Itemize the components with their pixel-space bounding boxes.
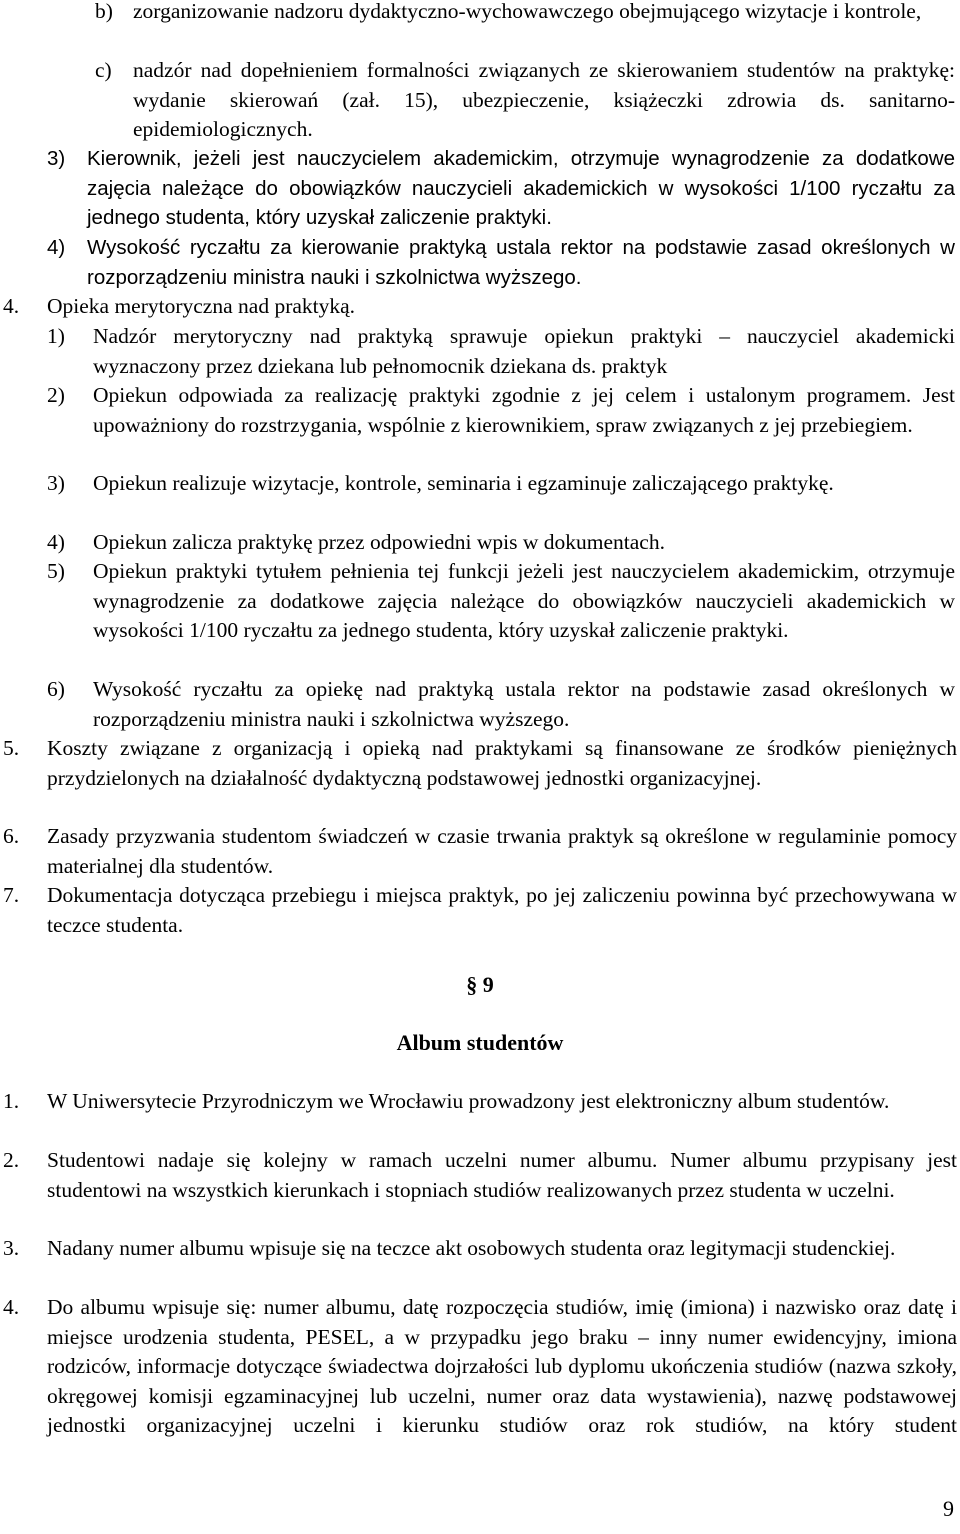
item-text: Wysokość ryczałtu za kierowanie praktyką ustala rektor na podstawie zasad określonych w rozporządzeniu ministra nauki i szkolnictwa wyższego. — [87, 236, 955, 289]
item-text: nadzór nad dopełnieniem formalności związanych ze skierowaniem studentów na praktykę: wydanie skierowań (zał. 15), ubezpieczenie, książeczki zdrowia ds. sanitarno-epidemiologicznych. — [133, 58, 955, 141]
item-text: W Uniwersytecie Przyrodniczym we Wrocławiu prowadzony jest elektroniczny album studentów. — [47, 1089, 890, 1113]
section-number: 4. — [3, 294, 20, 318]
item-marker: 5) — [47, 559, 65, 583]
item-marker: 3. — [3, 1236, 20, 1260]
item-text: Kierownik, jeżeli jest nauczycielem akademickim, otrzymuje wynagrodzenie za dodatkowe zajęcia należące do obowiązków nauczycieli akademickich w wysokości 1/100 ryczałtu za jednego studenta, który uzyskał zaliczenie praktyki. — [87, 147, 955, 229]
item-marker: c) — [95, 58, 112, 82]
section-4-heading — [3, 292, 957, 322]
list-item — [47, 675, 957, 734]
list-item — [47, 528, 957, 558]
list-item — [47, 322, 957, 381]
list-item-c — [95, 56, 957, 145]
item-text: Nadany numer albumu wpisuje się na teczce akt osobowych studenta oraz legitymacji studenckiej. — [47, 1236, 896, 1260]
section-number: 7. — [3, 883, 20, 907]
item-marker: 1) — [47, 324, 65, 348]
item-text: Do albumu wpisuje się: numer albumu, datę rozpoczęcia studiów, imię (imiona) i nazwisko oraz datę i miejsce urodzenia studenta, PESEL, a w przypadku jego braku – inny numer ewidencyjny, imiona rodziców, informacje dotyczące świadectwa dojrzałości lub dyplomu ukończenia studiów (nazwa szkoły, okręgowej komisji egzaminacyjnej lub uczelni, numer oraz data wystawienia), nazwę podstawowej jednostki organizacyjnej uczelni i kierunku studiów oraz rok studiów, na który student — [47, 1295, 957, 1437]
item-marker: 3) — [47, 471, 65, 495]
paragraph-sign: § 9 — [466, 972, 494, 997]
item-text: Nadzór merytoryczny nad praktyką sprawuje opiekun praktyki – nauczyciel akademicki wyznaczony przez dziekana lub pełnomocnik dziekana ds. praktyk — [93, 324, 955, 378]
section-5 — [3, 734, 957, 793]
item-marker: 6) — [47, 677, 65, 701]
section-text: Koszty związane z organizacją i opieką nad praktykami są finansowane ze środków pieniężnych przydzielonych na działalność dydaktyczną podstawowej jednostki organizacyjnej. — [47, 736, 957, 790]
section-number: 5. — [3, 736, 20, 760]
list-item — [47, 557, 957, 646]
item-text: Opiekun realizuje wizytacje, kontrole, seminaria i egzaminuje zaliczającego praktykę. — [93, 471, 834, 495]
item-text: Opiekun praktyki tytułem pełnienia tej funkcji jeżeli jest nauczycielem akademickim, otrzymuje wynagrodzenie za dodatkowe zajęcia należące do obowiązków nauczycieli akademickich w wysokości 1/100 ryczałtu za jednego studenta, który uzyskał zaliczenie praktyki. — [93, 559, 955, 642]
item-text: Opiekun odpowiada za realizację praktyki zgodnie z jej celem i ustalonym programem. Jest upoważniony do rozstrzygania, wspólnie z kierownikiem, spraw związanych z jej przebiegiem. — [93, 383, 955, 437]
item-marker: 2. — [3, 1148, 20, 1172]
section-6 — [3, 822, 957, 881]
item-text: Studentowi nadaje się kolejny w ramach uczelni numer albumu. Numer albumu przypisany jest studentowi na wszystkich kierunkach i stopniach studiów realizowanych przez studenta w uczelni. — [47, 1148, 957, 1202]
item-marker: 1. — [3, 1089, 20, 1113]
section-title: Opieka merytoryczna nad praktyką. — [47, 294, 356, 318]
item-marker: 4) — [47, 530, 65, 554]
album-item — [3, 1087, 957, 1117]
list-item — [47, 469, 957, 499]
page-number: 9 — [943, 1496, 954, 1521]
item-text: zorganizowanie nadzoru dydaktyczno-wychowawczego obejmującego wizytacje i kontrole, — [133, 0, 922, 23]
album-item — [3, 1234, 957, 1264]
album-item — [3, 1293, 957, 1441]
section-7 — [3, 881, 957, 940]
item-marker: 4. — [3, 1295, 20, 1319]
item-text: Opiekun zalicza praktykę przez odpowiedni wpis w dokumentach. — [93, 530, 665, 554]
section-text: Zasady przyzwania studentom świadczeń w czasie trwania praktyk są określone w regulaminie pomocy materialnej dla studentów. — [47, 824, 957, 878]
section-number: 6. — [3, 824, 20, 848]
section-title: Album studentów — [396, 1030, 564, 1055]
item-marker: 4) — [47, 236, 66, 259]
item-marker: 2) — [47, 383, 65, 407]
list-item-b — [95, 0, 957, 27]
item-marker: b) — [95, 0, 113, 23]
item-text: Wysokość ryczałtu za opiekę nad praktyką ustala rektor na podstawie zasad określonych w rozporządzeniu ministra nauki i szkolnictwa wyższego. — [93, 677, 955, 731]
list-item — [47, 381, 957, 440]
section-text: Dokumentacja dotycząca przebiegu i miejsca praktyk, po jej zaliczeniu powinna być przechowywana w teczce studenta. — [47, 883, 957, 937]
list-item-3 — [47, 144, 957, 233]
album-item — [3, 1146, 957, 1205]
list-item-4 — [47, 233, 957, 292]
item-marker: 3) — [47, 147, 66, 170]
